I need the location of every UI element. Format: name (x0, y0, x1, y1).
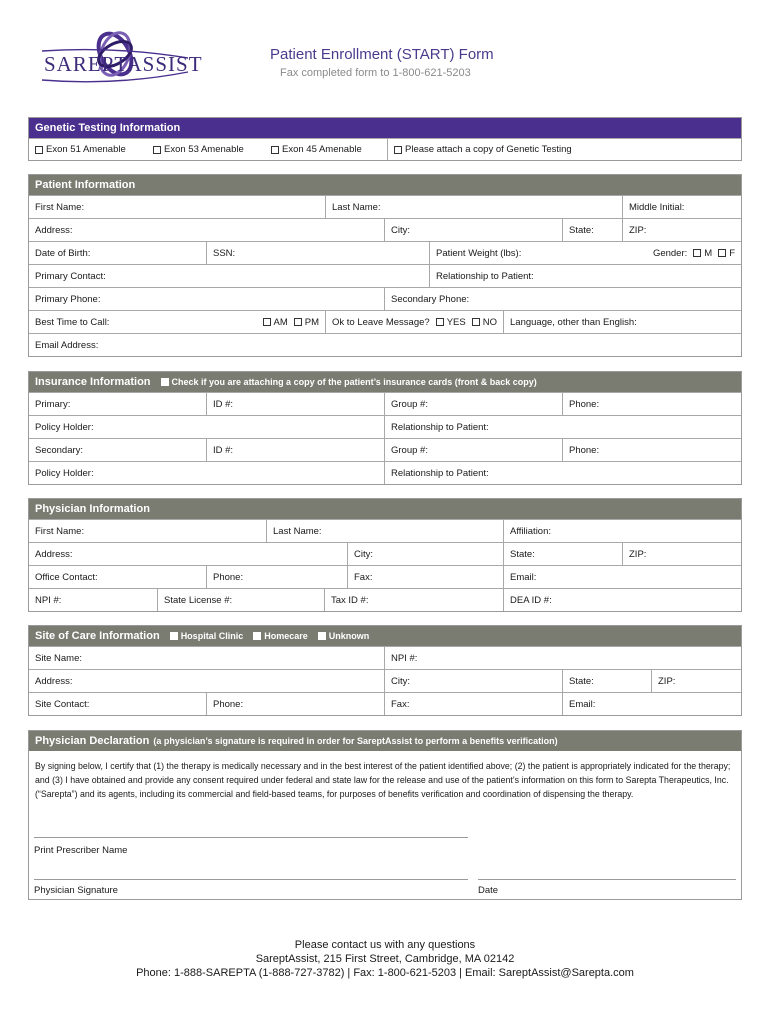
homecare-option[interactable]: Homecare (253, 631, 308, 641)
physician-affiliation-field[interactable]: Affiliation: (503, 520, 741, 542)
print-prescriber-name-label: Print Prescriber Name (34, 845, 128, 856)
physician-phone-field[interactable]: Phone: (206, 566, 347, 588)
checkbox-icon[interactable] (394, 146, 402, 154)
footer-phone-fax-email: Phone: 1-888-SAREPTA (1-888-727-3782) | Fax: 1-800-621-5203 | Email: SareptAssist@Sarepta.com (136, 967, 634, 979)
insurance-secondary-field[interactable]: Secondary: (35, 444, 84, 456)
site-of-care-header: Site of Care Information Hospital Clinic Homecare Unknown (29, 626, 741, 646)
patient-primary-contact-field[interactable]: Primary Contact: (35, 270, 106, 282)
sareptassist-logo (40, 28, 203, 96)
insurance-secondary-relationship-field[interactable]: Relationship to Patient: (384, 462, 741, 484)
patient-relationship-field[interactable]: Relationship to Patient: (429, 265, 741, 287)
checkbox-icon[interactable] (318, 632, 326, 640)
checkbox-icon[interactable] (35, 146, 43, 154)
patient-primary-phone-field[interactable]: Primary Phone: (35, 293, 101, 305)
physician-dea-id-field[interactable]: DEA ID #: (503, 589, 741, 611)
form-subtitle: Fax completed form to 1-800-621-5203 (280, 67, 471, 79)
patient-weight-field[interactable]: Patient Weight (lbs): (429, 242, 607, 264)
print-name-line[interactable] (34, 837, 468, 838)
exon51-option[interactable]: Exon 51 Amenable (29, 139, 147, 160)
checkbox-icon[interactable] (161, 378, 169, 386)
patient-last-name-field[interactable]: Last Name: (325, 196, 622, 218)
language-field[interactable]: Language, other than English: (503, 311, 741, 333)
logo-text: SAREPTASSIST (44, 52, 203, 76)
patient-section (28, 174, 742, 357)
insurance-section (28, 371, 742, 485)
insurance-primary-policy-holder-field[interactable]: Policy Holder: (35, 421, 94, 433)
physician-last-name-field[interactable]: Last Name: (266, 520, 503, 542)
checkbox-icon[interactable] (693, 249, 701, 257)
exon53-option[interactable]: Exon 53 Amenable (147, 139, 265, 160)
declaration-header: Physician Declaration (a physician’s signature is required in order for SareptAssist to perform a benefits verification) (29, 731, 741, 751)
declaration-text: By signing below, I certify that (1) the therapy is medically necessary and in the best interest of the patient identified above; (2) the patient is appropriately indicated for the therapy; and (3) I have obtained and provide any consent required under federal and state law for the release and use of the patient’s information on this form to Sarepta Therapeutics, Inc. (“Sarepta”) and its agents, including its commercial and field-based teams, for purposes of benefits verification and coordination of dispensing the therapy. (35, 761, 731, 799)
physician-header: Physician Information (29, 499, 741, 519)
checkbox-icon[interactable] (436, 318, 444, 326)
physician-state-license-field[interactable]: State License #: (157, 589, 324, 611)
insurance-primary-relationship-field[interactable]: Relationship to Patient: (384, 416, 741, 438)
site-city-field[interactable]: City: (384, 670, 562, 692)
insurance-primary-group-field[interactable]: Group #: (384, 393, 562, 415)
patient-gender-field[interactable]: Gender: M F (652, 247, 735, 259)
checkbox-icon[interactable] (472, 318, 480, 326)
physician-declaration-section (28, 730, 742, 900)
patient-first-name-field[interactable]: First Name: (35, 201, 85, 213)
physician-zip-field[interactable]: ZIP: (622, 543, 741, 565)
patient-ssn-field[interactable]: SSN: (206, 242, 429, 264)
checkbox-icon[interactable] (153, 146, 161, 154)
checkbox-icon[interactable] (718, 249, 726, 257)
date-label: Date (478, 885, 499, 896)
unknown-option[interactable]: Unknown (318, 631, 370, 641)
patient-secondary-phone-field[interactable]: Secondary Phone: (384, 288, 741, 310)
site-state-field[interactable]: State: (562, 670, 651, 692)
insurance-primary-field[interactable]: Primary: (35, 398, 71, 410)
insurance-primary-phone-field[interactable]: Phone: (562, 393, 741, 415)
site-of-care-section (28, 625, 742, 716)
insurance-secondary-policy-holder-field[interactable]: Policy Holder: (35, 467, 94, 479)
footer-address: SareptAssist, 215 First Street, Cambridge, MA 02142 (255, 953, 515, 965)
patient-city-field[interactable]: City: (384, 219, 562, 241)
physician-address-field[interactable]: Address: (35, 548, 73, 560)
physician-email-field[interactable]: Email: (503, 566, 741, 588)
physician-fax-field[interactable]: Fax: (347, 566, 503, 588)
patient-header: Patient Information (29, 175, 741, 195)
insurance-primary-id-field[interactable]: ID #: (206, 393, 384, 415)
attach-insurance-cards-option[interactable]: Check if you are attaching a copy of the patient’s insurance cards (front & back copy) (161, 377, 537, 387)
signature-line[interactable] (34, 879, 468, 880)
site-fax-field[interactable]: Fax: (384, 693, 562, 715)
checkbox-icon[interactable] (294, 318, 302, 326)
checkbox-icon[interactable] (271, 146, 279, 154)
site-npi-field[interactable]: NPI #: (384, 647, 741, 669)
form-title: Patient Enrollment (START) Form (270, 46, 494, 63)
genetic-testing-header: Genetic Testing Information (29, 118, 741, 138)
patient-email-field[interactable]: Email Address: (35, 339, 99, 351)
insurance-secondary-id-field[interactable]: ID #: (206, 439, 384, 461)
physician-signature-label: Physician Signature (34, 885, 118, 896)
hospital-clinic-option[interactable]: Hospital Clinic (170, 631, 244, 641)
patient-dob-field[interactable]: Date of Birth: (35, 247, 91, 259)
patient-state-field[interactable]: State: (562, 219, 622, 241)
best-time-to-call-field[interactable]: Best Time to Call: AM PM (35, 316, 319, 328)
attach-genetic-option[interactable]: Please attach a copy of Genetic Testing (387, 139, 741, 160)
footer-contact: Please contact us with any questions (294, 939, 476, 951)
site-zip-field[interactable]: ZIP: (651, 670, 741, 692)
date-line[interactable] (478, 879, 736, 880)
patient-address-field[interactable]: Address: (35, 224, 73, 236)
physician-state-field[interactable]: State: (503, 543, 622, 565)
site-contact-field[interactable]: Site Contact: (35, 698, 90, 710)
insurance-secondary-group-field[interactable]: Group #: (384, 439, 562, 461)
insurance-secondary-phone-field[interactable]: Phone: (562, 439, 741, 461)
patient-zip-field[interactable]: ZIP: (622, 219, 741, 241)
site-name-field[interactable]: Site Name: (35, 652, 82, 664)
site-phone-field[interactable]: Phone: (206, 693, 384, 715)
physician-section (28, 498, 742, 612)
physician-tax-id-field[interactable]: Tax ID #: (324, 589, 503, 611)
site-address-field[interactable]: Address: (35, 675, 73, 687)
ok-to-leave-message-field[interactable]: Ok to Leave Message? YES NO (325, 311, 503, 333)
patient-middle-initial-field[interactable]: Middle Initial: (622, 196, 741, 218)
site-email-field[interactable]: Email: (562, 693, 741, 715)
physician-first-name-field[interactable]: First Name: (35, 525, 85, 537)
physician-office-contact-field[interactable]: Office Contact: (35, 571, 98, 583)
insurance-header: Insurance Information Check if you are attaching a copy of the patient’s insurance cards (front & back copy) (29, 372, 741, 392)
physician-city-field[interactable]: City: (347, 543, 503, 565)
physician-npi-field[interactable]: NPI #: (35, 594, 62, 606)
checkbox-icon[interactable] (253, 632, 261, 640)
exon45-option[interactable]: Exon 45 Amenable (265, 139, 387, 160)
genetic-testing-section (28, 117, 742, 161)
checkbox-icon[interactable] (263, 318, 271, 326)
checkbox-icon[interactable] (170, 632, 178, 640)
